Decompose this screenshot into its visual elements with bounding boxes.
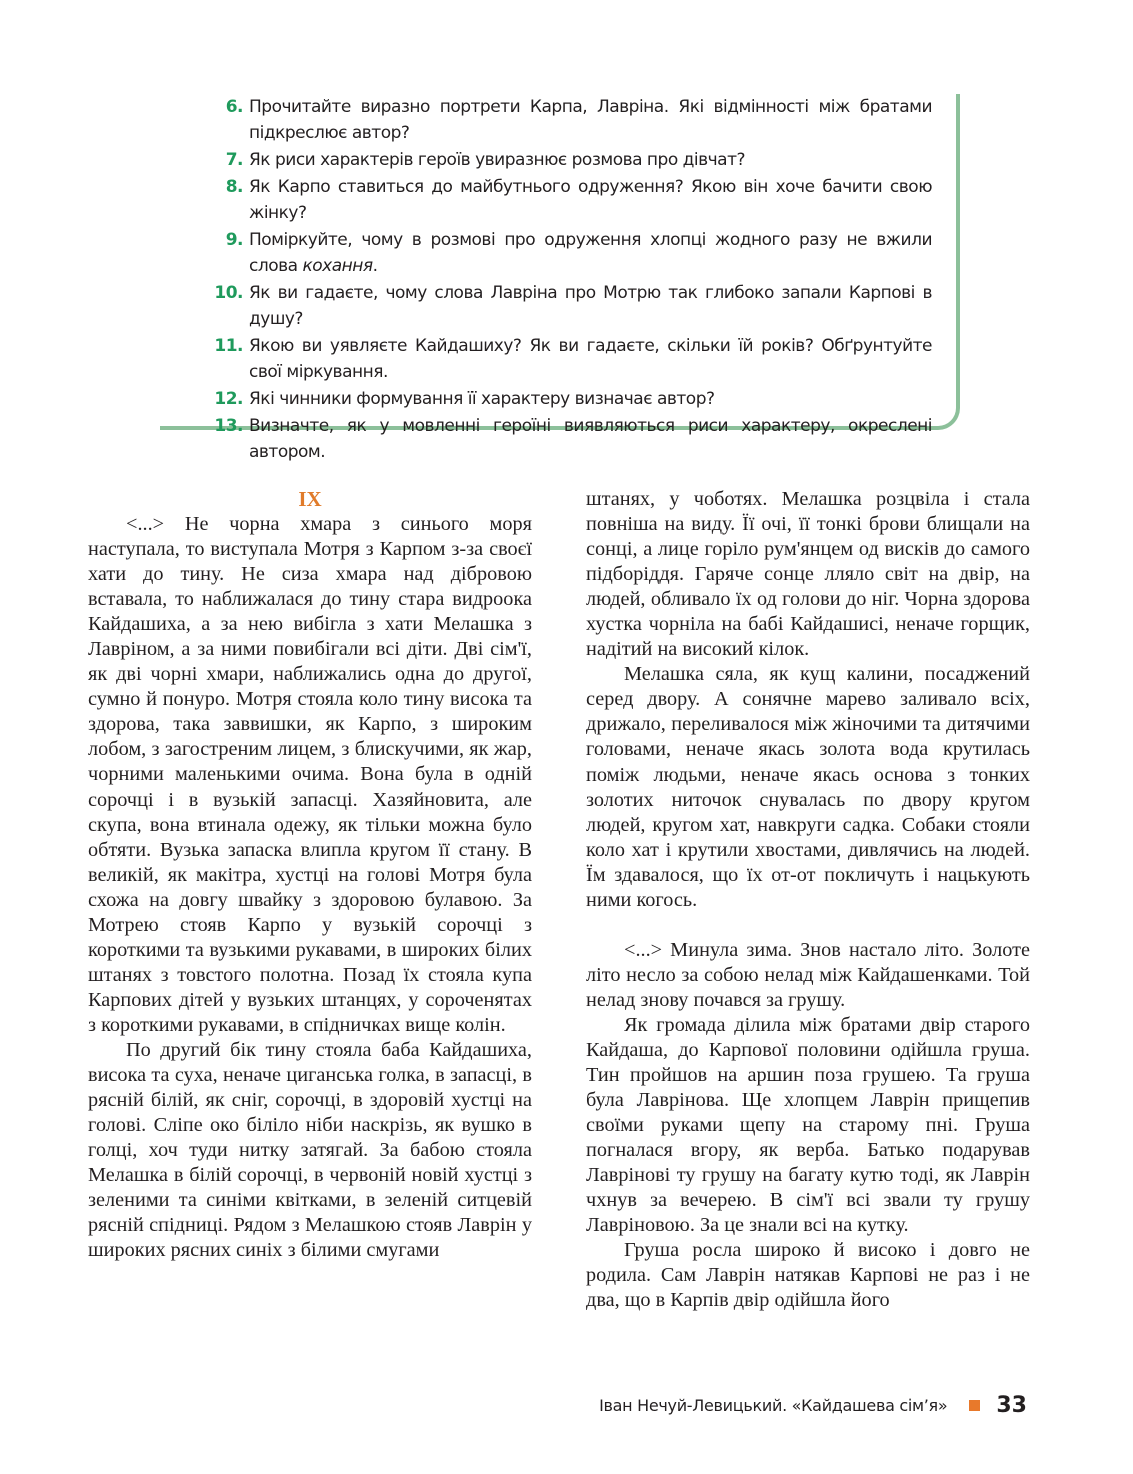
page-number: 33 xyxy=(996,1393,1027,1418)
question-item xyxy=(205,386,932,412)
question-item xyxy=(205,227,932,279)
question-item xyxy=(205,147,932,173)
questions-list xyxy=(205,94,932,466)
question-italic-word: кохання xyxy=(302,256,373,276)
left-column xyxy=(88,487,532,1263)
paragraph: штанях, у чоботях. Мелашка розцвіла і стала повніша на виду. Її очі, її тонкі брови блищали на сонці, а лице горіло рум'янцем од висків до самого підборіддя. Гаряче сонце лляло світ на двір, на людей, обливало їх од голови до ніг. Чорна здорова хустка чорніла на бабі Кайдашисі, неначе горщик, надітий на високий кілок. xyxy=(586,488,1030,661)
paragraph: Мелашка сяла, як кущ калини, посаджений серед двору. А сонячне марево заливало всіх, дрижало, переливалося між жіночими та дитячими головами, неначе якась золота вода крутилась поміж людьми, неначе якась основа з тонких золотих ниточок снувалась по двору кругом людей, кругом хат, навкруги садка. Собаки стояли коло хат і крутили хвостами, дивлячись на людей. Їм здавалося, що їх от-от покличуть і нацькують ними когось. xyxy=(586,663,1030,911)
question-number: 6. xyxy=(225,97,243,117)
question-number: 11. xyxy=(214,336,243,356)
chapter-heading: IX xyxy=(298,487,322,511)
question-item xyxy=(205,333,932,385)
question-item xyxy=(205,174,932,226)
right-column xyxy=(586,487,1030,1314)
question-number: 8. xyxy=(225,177,243,197)
paragraph: Груша росла широко й високо і довго не родила. Сам Лаврін натякав Карпові не раз і не два, що в Карпів двір одійшла його xyxy=(586,1239,1030,1312)
question-text xyxy=(249,227,932,279)
question-number: 12. xyxy=(214,389,243,409)
question-text-part: . xyxy=(372,256,378,276)
question-number: 7. xyxy=(225,150,243,170)
paragraph: По другий бік тину стояла баба Кайдашиха, висока та суха, неначе циганська голка, в запасці, в рясній білій, як сніг, сорочці, в здоровій хустці на голові. Сліпе око біліло ніби наскрізь, як вушко в голці, хоч туди нитку затягай. За бабою стояла Мелашка в білій сорочці, в червоній новій хустці з зеленими та синіми квітками, в зеленій ситцевій рясній спідниці. Рядом з Мелашкою стояв Лаврін у широких рясних синіх з білими смугами xyxy=(88,1038,532,1262)
question-text: Як ви гадаєте, чому слова Лавріна про Мотрю так глибоко запали Карпові в душу? xyxy=(249,283,932,329)
page-footer xyxy=(599,1393,1027,1418)
paragraph: Як громада ділила між братами двір старого Кайдаша, до Карпової половини одійшла груша. Тин пройшов на аршин поза грушею. Та груша була Лаврінова. Ще хлопцем Лаврін прищепив своїми руками щепу на старому пні. Груша погналася вгору, як верба. Батько подарував Лаврінові ту грушу на багату кутю тоді, як Лаврін чхнув за вечерею. В сім'ї всі звали ту грушу Лавріновою. За це знали всі на кутку. xyxy=(586,1013,1030,1237)
orange-square-marker xyxy=(969,1400,980,1411)
question-text: Прочитайте виразно портрети Карпа, Лавріна. Які відмінності між братами підкреслює автор? xyxy=(249,97,932,143)
section-gap xyxy=(586,913,1030,938)
question-item xyxy=(205,280,932,332)
question-text: Як риси характерів героїв увиразнює розмова про дівчат? xyxy=(249,150,746,170)
question-text: Які чинники формування її характеру визначає автор? xyxy=(249,389,715,409)
paragraph: <...> Не чорна хмара з синього моря наступала, то виступала Мотря з Карпом з-за своєї хати до тину. Не сиза хмара над дібровою вставала, то наближалася до тину стара видроока Кайдашиха, а за нею вибігла з хати Мелашка з Лавріном, а за ними повибігали всі діти. Дві сім'ї, як дві чорні хмари, наближались одна до другої, сумно й понуро. Мотря стояла коло тину висока та здорова, така заввишки, як Карпо, з широким лобом, з загостреним лицем, з блискучими, як жар, чорними маленькими очима. Вона була в одній сорочці і в вузькій запасці. Хазяйновита, але скупа, вона втинала одежу, як тільки можна було обтяти. Вузька запаска влипла кругом її стану. В великій, як макітра, хустці на голові Мотря була схожа на довгу швайку з здоровою булавою. За Мотрею стояв Карпо у вузькій сорочці з короткими та вузькими рукавами, в широких білих штанях з товстого полотна. Позад їх стояла купа Карпових дітей у вузьких штанцях, у сороченятах з короткими рукавами, в спідничках вище колін. xyxy=(88,513,532,1036)
question-item xyxy=(205,413,932,465)
question-item xyxy=(205,94,932,146)
question-text: Як Карпо ставиться до майбутнього одруження? Якою він хоче бачити свою жінку? xyxy=(249,177,932,223)
question-text: Якою ви уявляєте Кайдашиху? Як ви гадаєте, скільки їй років? Обґрунтуйте свої міркування. xyxy=(249,336,932,382)
paragraph: <...> Минула зима. Знов настало літо. Золоте літо несло за собою нелад між Кайдашенками. Той нелад знову почався за грушу. xyxy=(586,938,1030,1011)
question-number: 9. xyxy=(225,230,243,250)
question-number: 10. xyxy=(214,283,243,303)
question-text-part: Поміркуйте, чому в розмові про одруження хлопці жодного разу не вжили слова xyxy=(249,230,932,276)
question-number: 13. xyxy=(214,416,243,436)
running-title: Іван Нечуй-Левицький. «Кайдашева сім’я» xyxy=(599,1396,948,1415)
question-text: Визначте, як у мовленні героїні виявляються риси характеру, окреслені автором. xyxy=(249,416,932,462)
